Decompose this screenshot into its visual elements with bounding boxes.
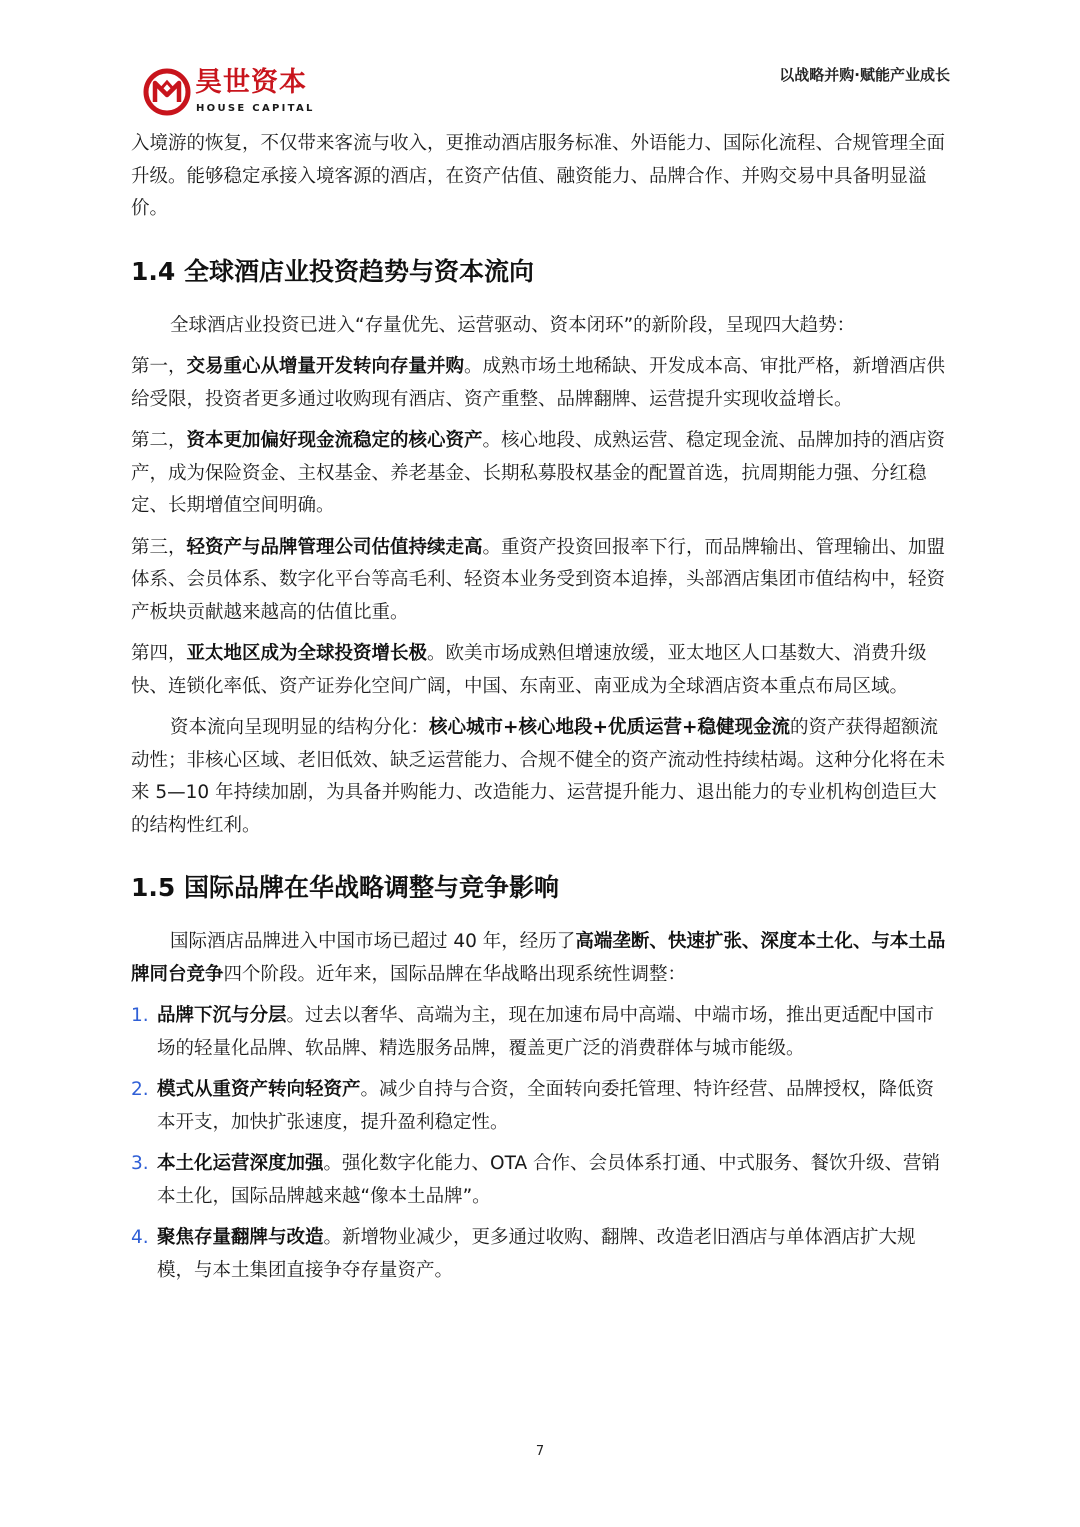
trend-paragraph-2 (131, 425, 951, 523)
list-item-body: 。新增物业减少，更多通过收购、翻牌、改造老旧酒店与单体酒店扩大规模，与本土集团直接争夺存量资产。 (157, 1227, 916, 1281)
logo-english-text: HOUSE CAPITAL (196, 103, 315, 114)
list-item-body: 。过去以奢华、高端为主，现在加速布局中高端、中端市场，推出更适配中国市场的轻量化品牌、软品牌、精选服务品牌，覆盖更广泛的消费群体与城市能级。 (157, 1005, 935, 1059)
trend-paragraph-4 (131, 638, 951, 703)
section-1-5-lead-emphasis: 高端垄断、快速扩张、深度本土化、与本土品牌同台竞争 (131, 931, 946, 985)
intro-paragraph: 入境游的恢复，不仅带来客流与收入，更推动酒店服务标准、外语能力、国际化流程、合规管理全面升级。能够稳定承接入境客源的酒店，在资产估值、融资能力、品牌合作、并购交易中具备明显溢价。 (131, 133, 946, 219)
trend-4-body: 。欧美市场成熟但增速放缓，亚太地区人口基数大、消费升级快、连锁化率低、资产证券化空间广阔，中国、东南亚、南亚成为全球酒店资本重点布局区域。 (131, 643, 927, 697)
trend-1-emphasis: 交易重心从增量开发转向存量并购 (186, 356, 465, 377)
page-header (0, 0, 1080, 130)
trend-3-emphasis: 轻资产与品牌管理公司估值持续走高 (186, 536, 483, 558)
list-item (131, 1148, 951, 1213)
list-item-emphasis: 聚焦存量翻牌与改造 (157, 1227, 324, 1248)
section-1-5-lead (131, 926, 951, 991)
capital-flow-prefix: 资本流向呈现明显的结构分化： (170, 717, 430, 738)
section-1-5-lead-body: 四个阶段。近年来，国际品牌在华战略出现系统性调整： (223, 963, 687, 985)
trend-2-body: 。核心地段、成熟运营、稳定现金流、品牌加持的酒店资产，成为保险资金、主权基金、养老基金、长期私募股权基金的配置首选，抗周期能力强、分红稳定、长期增值空间明确。 (131, 430, 946, 516)
trend-1-body: 。成熟市场土地稀缺、开发成本高、审批严格，新增酒店供给受限，投资者更多通过收购现有酒店、资产重整、品牌翻牌、运营提升实现收益增长。 (131, 356, 946, 410)
section-1-4-heading: 1.4 全球酒店业投资趋势与资本流向 (131, 256, 534, 286)
header-tagline: 以战略并购·赋能产业成长 (779, 66, 950, 84)
list-item-emphasis: 模式从重资产转向轻资产 (157, 1079, 361, 1100)
logo-chinese-text: 昊世资本 (195, 67, 307, 98)
section-1-5-lead-prefix: 国际酒店品牌进入中国市场已超过 40 年，经历了 (170, 931, 576, 952)
list-item-number: 2. (131, 1079, 149, 1100)
strategy-list (131, 1000, 951, 1287)
trend-paragraph-3 (131, 532, 951, 630)
list-item (131, 1000, 951, 1065)
list-item (131, 1074, 951, 1139)
list-item-body: 。减少自持与合资，全面转向委托管理、特许经营、品牌授权，降低资本开支，加快扩张速度，提升盈利稳定性。 (157, 1079, 935, 1133)
list-item (131, 1222, 951, 1287)
trend-4-prefix: 第四， (131, 643, 187, 664)
list-item-emphasis: 品牌下沉与分层 (157, 1005, 287, 1026)
list-item-number: 1. (131, 1005, 149, 1026)
list-item-body: 。强化数字化能力、OTA 合作、会员体系打通、中式服务、餐饮升级、营销本土化，国际品牌越来越“像本土品牌”。 (157, 1153, 940, 1207)
list-item-number: 4. (131, 1227, 149, 1248)
section-1-5-heading: 1.5 国际品牌在华战略调整与竞争影响 (131, 873, 559, 902)
list-item-number: 3. (131, 1153, 149, 1174)
page-number: 7 (535, 1444, 545, 1459)
trend-2-emphasis: 资本更加偏好现金流稳定的核心资产 (186, 430, 483, 451)
trend-3-body: 。重资产投资回报率下行，而品牌输出、管理输出、加盟体系、会员体系、数字化平台等高毛利、轻资本业务受到资本追捧，头部酒店集团市值结构中，轻资产板块贡献越来越高的估值比重。 (131, 536, 946, 623)
section-1-4-lead: 全球酒店业投资已进入“存量优先、运营驱动、资本闭环”的新阶段，呈现四大趋势： (170, 314, 856, 336)
capital-flow-emphasis: 核心城市+核心地段+优质运营+稳健现金流 (429, 717, 791, 738)
trend-paragraph-1 (131, 351, 951, 416)
house-capital-emblem-icon (143, 68, 191, 116)
page-body (131, 128, 951, 1296)
trend-1-prefix: 第一， (131, 356, 187, 377)
trend-4-emphasis: 亚太地区成为全球投资增长极 (186, 643, 428, 664)
trend-3-prefix: 第三， (131, 536, 187, 558)
capital-flow-body: 的资产获得超额流动性；非核心区域、老旧低效、缺乏运营能力、合规不健全的资产流动性持续枯竭。这种分化将在未来 5—10 年持续加剧，为具备并购能力、改造能力、运营提升能力、退出能力的专业机构创造巨大的结构性红利。 (131, 717, 946, 836)
capital-flow-paragraph (131, 712, 951, 842)
trend-2-prefix: 第二， (131, 430, 187, 451)
list-item-emphasis: 本土化运营深度加强 (157, 1153, 324, 1174)
house-capital-logo (143, 64, 323, 124)
